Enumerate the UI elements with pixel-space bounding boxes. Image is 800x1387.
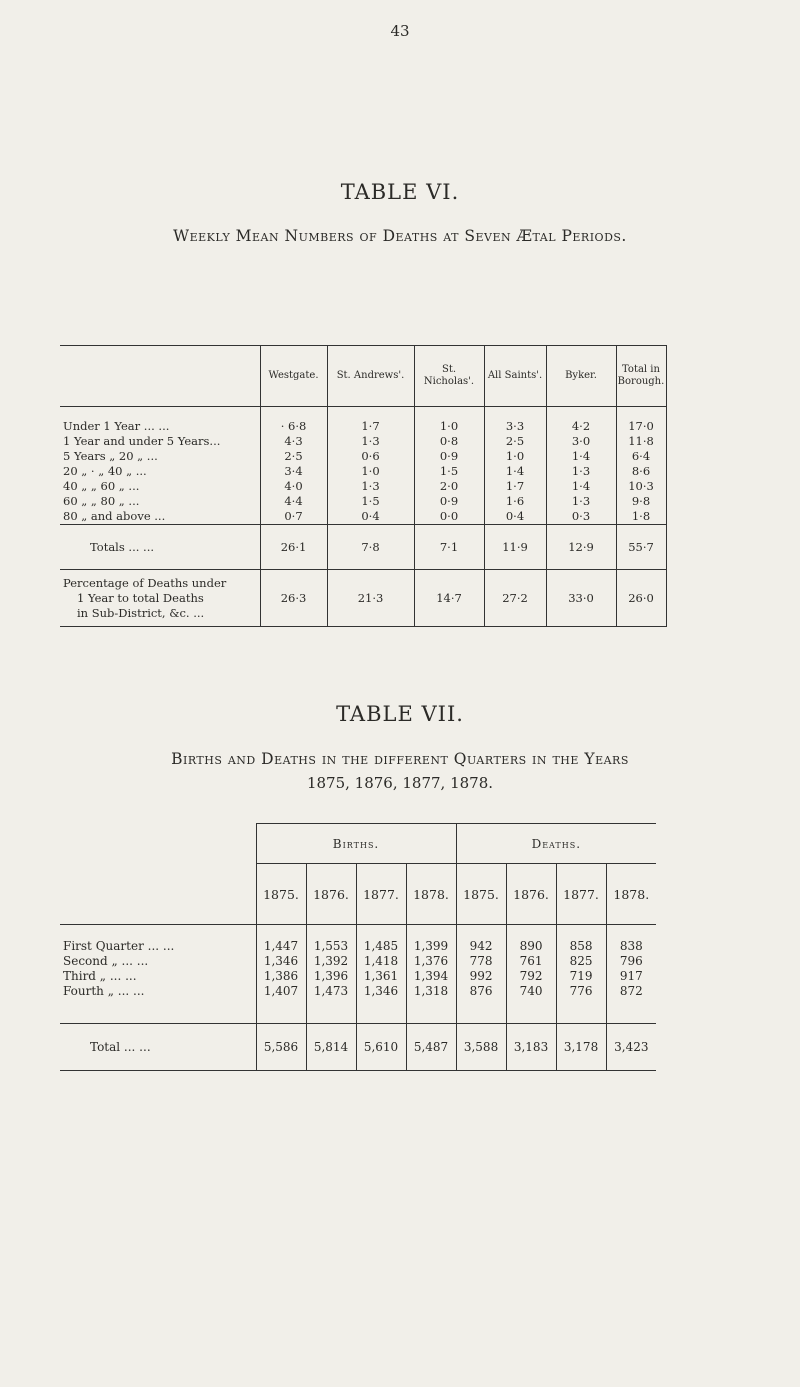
table7-cell: 1,318 bbox=[406, 984, 456, 999]
table6-percentage-cell: 27·2 bbox=[484, 570, 546, 627]
table6-total-cell: 7·8 bbox=[327, 525, 414, 570]
table6-col-header: St. Nicholas'. bbox=[414, 346, 484, 407]
table6-percentage-cell: 33·0 bbox=[546, 570, 616, 627]
table7-cell: 890 bbox=[506, 925, 556, 955]
table7-spacer-cell bbox=[256, 999, 306, 1024]
table7-row-label: Second „ ... ... bbox=[63, 954, 149, 968]
table7-year-header: 1878. bbox=[606, 864, 656, 925]
table7-cell: 776 bbox=[556, 984, 606, 999]
table7-total-cell: 3,423 bbox=[606, 1024, 656, 1071]
table7-total-cell: 5,586 bbox=[256, 1024, 306, 1071]
table7-row-label: First Quarter ... ... bbox=[63, 939, 175, 953]
table7-cell: 942 bbox=[456, 925, 506, 955]
table6-cell: 4·2 bbox=[546, 407, 616, 435]
table7-cell: 1,386 bbox=[256, 969, 306, 984]
table6-cell: 0·4 bbox=[327, 509, 414, 525]
table6-cell: 1·6 bbox=[484, 494, 546, 509]
table7-cell: 1,361 bbox=[356, 969, 406, 984]
table6-cell: 6·4 bbox=[616, 449, 666, 464]
table6-row bbox=[60, 464, 666, 479]
table7-spacer-row bbox=[60, 999, 656, 1024]
table7-row-label: Fourth „ ... ... bbox=[63, 984, 145, 998]
table7-cell: 1,418 bbox=[356, 954, 406, 969]
table7-spacer-cell bbox=[60, 999, 256, 1024]
table6-percentage-label-line: 1 Year to total Deaths bbox=[77, 590, 204, 605]
table7-total-cell: 3,178 bbox=[556, 1024, 606, 1071]
table7-total-row bbox=[60, 1024, 656, 1071]
table6-cell: 0·3 bbox=[546, 509, 616, 525]
table6-cell: 11·8 bbox=[616, 434, 666, 449]
table6-cell: 2·0 bbox=[414, 479, 484, 494]
table7-row bbox=[60, 969, 656, 984]
table6-cell: 1·0 bbox=[484, 449, 546, 464]
table6-percentage-label-line: Percentage of Deaths under bbox=[63, 575, 227, 590]
table6-cell: 0·8 bbox=[414, 434, 484, 449]
table7-row bbox=[60, 984, 656, 999]
table6-cell: 3·4 bbox=[260, 464, 327, 479]
table7-cell: 838 bbox=[606, 925, 656, 955]
table7-year-header: 1876. bbox=[306, 864, 356, 925]
table6-totals-row bbox=[60, 525, 666, 570]
table7-total-cell: 3,588 bbox=[456, 1024, 506, 1071]
table7-cell: 1,473 bbox=[306, 984, 356, 999]
table6-cell: 1·3 bbox=[327, 479, 414, 494]
table7-cell: 1,485 bbox=[356, 925, 406, 955]
table6-cell: 4·4 bbox=[260, 494, 327, 509]
table7-header-blank bbox=[60, 864, 256, 925]
table6-weekly-deaths bbox=[60, 345, 667, 627]
table6-col-header: Westgate. bbox=[260, 346, 327, 407]
table7-subtitle-years: 1875, 1876, 1877, 1878. bbox=[306, 774, 494, 792]
table6-percentage-label bbox=[60, 570, 260, 627]
table6-row bbox=[60, 407, 666, 435]
table6-total-cell: 26·1 bbox=[260, 525, 327, 570]
table7-year-header: 1877. bbox=[356, 864, 406, 925]
table7-births-deaths bbox=[60, 823, 656, 1071]
table6-percentage-label-line: in Sub-District, &c. ... bbox=[77, 605, 205, 620]
table7-cell: 1,407 bbox=[256, 984, 306, 999]
table6-cell: · 6·8 bbox=[260, 407, 327, 435]
table6-row bbox=[60, 434, 666, 449]
table6-col-header: All Saints'. bbox=[484, 346, 546, 407]
table6-cell: 1·3 bbox=[546, 494, 616, 509]
table7-year-header: 1878. bbox=[406, 864, 456, 925]
table6-cell: 4·3 bbox=[260, 434, 327, 449]
table6-total-cell: 55·7 bbox=[616, 525, 666, 570]
table6-cell: 2·5 bbox=[484, 434, 546, 449]
table7-cell: 1,392 bbox=[306, 954, 356, 969]
table7-group-deaths: Deaths. bbox=[456, 824, 656, 864]
table7-group-births: Births. bbox=[256, 824, 456, 864]
table7-cell: 992 bbox=[456, 969, 506, 984]
table6-cell: 1·4 bbox=[484, 464, 546, 479]
table6-cell: 1·7 bbox=[327, 407, 414, 435]
table6-cell: 10·3 bbox=[616, 479, 666, 494]
table6-cell: 0·4 bbox=[484, 509, 546, 525]
table7-total-cell: 5,610 bbox=[356, 1024, 406, 1071]
table7-cell: 917 bbox=[606, 969, 656, 984]
table6-row-label: 40 „ „ 60 „ ... bbox=[63, 479, 140, 493]
table6-total-cell: 7·1 bbox=[414, 525, 484, 570]
table6-cell: 0·0 bbox=[414, 509, 484, 525]
table6-cell: 1·0 bbox=[327, 464, 414, 479]
table6-cell: 8·6 bbox=[616, 464, 666, 479]
table7-cell: 740 bbox=[506, 984, 556, 999]
table6-col-header: Total in Borough. bbox=[616, 346, 666, 407]
table6-title: TABLE VI. bbox=[340, 180, 460, 204]
table7-cell: 796 bbox=[606, 954, 656, 969]
table6-cell: 17·0 bbox=[616, 407, 666, 435]
table7-year-header: 1875. bbox=[456, 864, 506, 925]
table7-year-header: 1877. bbox=[556, 864, 606, 925]
table7-cell: 1,396 bbox=[306, 969, 356, 984]
table6-cell: 0·9 bbox=[414, 494, 484, 509]
table6-row-label: 60 „ „ 80 „ ... bbox=[63, 494, 140, 508]
table7-spacer-cell bbox=[306, 999, 356, 1024]
table6-row bbox=[60, 479, 666, 494]
table7-spacer-cell bbox=[356, 999, 406, 1024]
table6-percentage-cell: 14·7 bbox=[414, 570, 484, 627]
table7-cell: 1,376 bbox=[406, 954, 456, 969]
table7-cell: 1,394 bbox=[406, 969, 456, 984]
table6-col-header: Byker. bbox=[546, 346, 616, 407]
table7-group-row bbox=[60, 824, 656, 864]
page-number: 43 bbox=[390, 22, 410, 40]
table6-percentage-cell: 21·3 bbox=[327, 570, 414, 627]
table7-cell: 778 bbox=[456, 954, 506, 969]
table6-cell: 4·0 bbox=[260, 479, 327, 494]
table6-cell: 0·6 bbox=[327, 449, 414, 464]
table6-cell: 1·5 bbox=[414, 464, 484, 479]
table6-header-row bbox=[60, 346, 666, 407]
table6-cell: 1·3 bbox=[327, 434, 414, 449]
table7-spacer-cell bbox=[406, 999, 456, 1024]
table6-cell: 1·0 bbox=[414, 407, 484, 435]
table6-row bbox=[60, 449, 666, 464]
table7-row-label: Third „ ... ... bbox=[63, 969, 137, 983]
table6-cell: 9·8 bbox=[616, 494, 666, 509]
table7-spacer-cell bbox=[556, 999, 606, 1024]
table7-total-cell: 3,183 bbox=[506, 1024, 556, 1071]
table6-row-label: 1 Year and under 5 Years... bbox=[63, 434, 221, 448]
table7-cell: 1,346 bbox=[356, 984, 406, 999]
table6-percentage-cell: 26·0 bbox=[616, 570, 666, 627]
table6-percentage-row bbox=[60, 570, 666, 627]
table6-row-label: Under 1 Year ... ... bbox=[63, 419, 170, 433]
table7-total-cell: 5,814 bbox=[306, 1024, 356, 1071]
table7-cell: 876 bbox=[456, 984, 506, 999]
table6-subtitle: Weekly Mean Numbers of Deaths at Seven Ætal Periods. bbox=[173, 227, 627, 245]
table6-row bbox=[60, 494, 666, 509]
table6-cell: 1·5 bbox=[327, 494, 414, 509]
table7-subtitle: Births and Deaths in the different Quarters in the Years bbox=[171, 750, 629, 768]
table6-cell: 1·7 bbox=[484, 479, 546, 494]
table6-cell: 1·4 bbox=[546, 479, 616, 494]
table7-total-label: Total ... ... bbox=[60, 1024, 256, 1071]
table6-cell: 2·5 bbox=[260, 449, 327, 464]
table6-totals-label: Totals ... ... bbox=[60, 525, 260, 570]
table7-years-row bbox=[60, 864, 656, 925]
table6-col-header: St. Andrews'. bbox=[327, 346, 414, 407]
table6-header-blank bbox=[60, 346, 260, 407]
table7-year-header: 1875. bbox=[256, 864, 306, 925]
table7-spacer-cell bbox=[456, 999, 506, 1024]
table6-percentage-cell: 26·3 bbox=[260, 570, 327, 627]
table7-header-blank bbox=[60, 824, 256, 864]
table6-cell: 1·8 bbox=[616, 509, 666, 525]
table7-cell: 719 bbox=[556, 969, 606, 984]
table6-row-label: 5 Years „ 20 „ ... bbox=[63, 449, 158, 463]
table7-cell: 1,553 bbox=[306, 925, 356, 955]
table7-cell: 792 bbox=[506, 969, 556, 984]
table7-year-header: 1876. bbox=[506, 864, 556, 925]
table7-cell: 761 bbox=[506, 954, 556, 969]
table7-cell: 1,447 bbox=[256, 925, 306, 955]
table7-cell: 872 bbox=[606, 984, 656, 999]
table7-total-cell: 5,487 bbox=[406, 1024, 456, 1071]
table6-cell: 1·4 bbox=[546, 449, 616, 464]
table6-total-cell: 11·9 bbox=[484, 525, 546, 570]
table7-cell: 825 bbox=[556, 954, 606, 969]
table6-row bbox=[60, 509, 666, 525]
table6-cell: 0·7 bbox=[260, 509, 327, 525]
table6-row-label: 20 „ · „ 40 „ ... bbox=[63, 464, 147, 478]
table7-spacer-cell bbox=[506, 999, 556, 1024]
table6-cell: 3·3 bbox=[484, 407, 546, 435]
table6-total-cell: 12·9 bbox=[546, 525, 616, 570]
table7-title: TABLE VII. bbox=[336, 702, 464, 726]
table7-row bbox=[60, 925, 656, 955]
table6-row-label: 80 „ and above ... bbox=[63, 509, 166, 523]
table7-cell: 1,346 bbox=[256, 954, 306, 969]
table7-spacer-cell bbox=[606, 999, 656, 1024]
table6-cell: 0·9 bbox=[414, 449, 484, 464]
table7-cell: 858 bbox=[556, 925, 606, 955]
table7-row bbox=[60, 954, 656, 969]
table7-cell: 1,399 bbox=[406, 925, 456, 955]
table6-cell: 3·0 bbox=[546, 434, 616, 449]
table6-cell: 1·3 bbox=[546, 464, 616, 479]
